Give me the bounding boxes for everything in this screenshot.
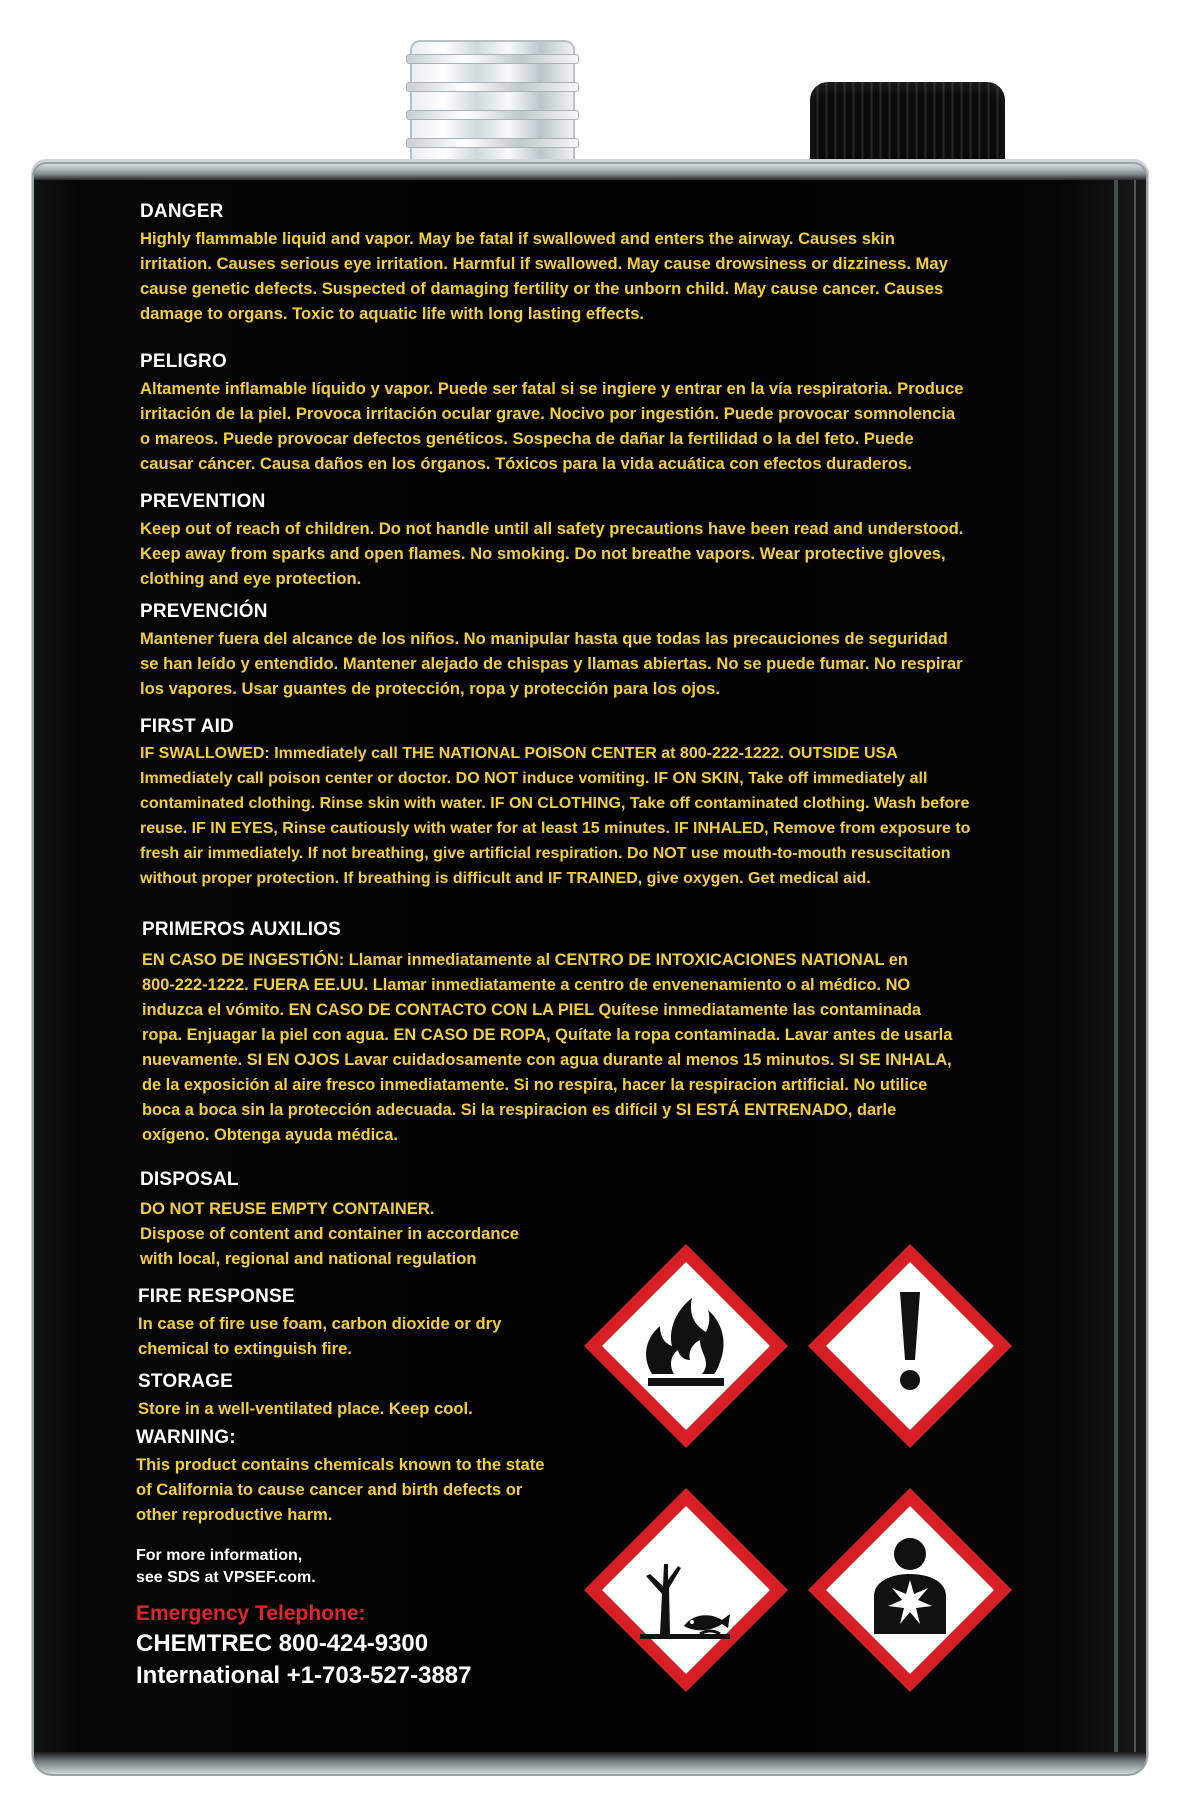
flame-icon (580, 1240, 792, 1452)
emergency-telephone (136, 1600, 616, 1692)
more-information: For more information, see SDS at VPSEF.com. (136, 1547, 316, 1586)
disposal-heading: DISPOSAL (140, 1169, 239, 1190)
warning-heading: WARNING: (136, 1427, 236, 1448)
peligro-text: Altamente inflamable líquido y vapor. Puede ser fatal si se ingiere y entrar en la vía respiratoria. Produce irritación de la piel. Provoca irritación ocular grave. Nocivo por ingestión. Puede provocar somnolencia o mareos. Puede provocar defectos genéticos. Sospecha de dañar la fertilidad o la del feto. Puede causar cáncer. Causa daños en los órganos. Tóxicos para la vida acuática con efectos duraderos. (140, 379, 964, 473)
can-spout (410, 40, 575, 170)
danger-text: Highly flammable liquid and vapor. May be fatal if swallowed and enters the airway. Causes skin irritation. Causes serious eye irritation. Harmful if swallowed. May cause drowsiness or dizziness. May cause genetic defects. Suspected of damaging fertility or the unborn child. May cause cancer. Causes damage to organs. Toxic to aquatic life with long lasting effects. (140, 229, 948, 323)
primeros-auxilios-text: EN CASO DE INGESTIÓN: Llamar inmediatamente al CENTRO DE INTOXICACIONES NATIONAL en 800-222-1222. FUERA EE.UU. Llamar inmediatamente a centro de envenenamiento o al médico. NO induzca el vómito. EN CASO DE CONTACTO CON LA PIEL Quítese inmediatamente las contaminada ropa. Enjuagar la piel con agua. EN CASO DE ROPA, Quítate la ropa contaminada. Lavar antes de usarla nuevamente. SI EN OJOS Lavar cuidadosamente con agua durante al menos 15 minutos. SI SE INHALA, de la exposición al aire fresco inmediatamente. Si no respira, hacer la respiracion artificial. No utilice boca a boca sin la protección adecuada. Si la respiracion es difícil y SI ESTÁ ENTRENADO, darle oxígeno. Obtenga ayuda médica. (142, 951, 953, 1144)
can-bottom-rim (34, 1752, 1146, 1774)
chemtrec-number: CHEMTREC 800-424-9300 (136, 1630, 429, 1657)
primeros-auxilios-heading: PRIMEROS AUXILIOS (142, 919, 342, 940)
disposal-text: DO NOT REUSE EMPTY CONTAINER. Dispose of content and container in accordance with local, regional and national regulation (140, 1199, 519, 1268)
environment-icon (580, 1484, 792, 1696)
prevencion-section (140, 600, 1040, 701)
prevencion-text: Mantener fuera del alcance de los niños. No manipular hasta que todas las precauciones de seguridad se han leído y entendido. Mantener alejado de chispas y llamas abiertas. No se puede fumar. No respirar los vapores. Usar guantes de protección, ropa y protección para los ojos. (140, 629, 963, 698)
health-hazard-icon (804, 1484, 1016, 1696)
exclamation-mark-icon (804, 1240, 1016, 1452)
primeros-auxilios-section (142, 918, 1042, 1148)
can-side-seam (1114, 180, 1118, 1752)
peligro-section (140, 350, 1040, 476)
fire-response-heading: FIRE RESPONSE (138, 1286, 295, 1307)
can-cap (810, 82, 1005, 174)
first-aid-text: IF SWALLOWED: Immediately call THE NATIONAL POISON CENTER at 800-222-1222. OUTSIDE USA Immediately call poison center or doctor. DO NOT induce vomiting. IF ON SKIN, Take off immediately all contaminated clothing. Rinse skin with water. IF ON CLOTHING, Take off contaminated clothing. Wash before reuse. IF IN EYES, Rinse cautiously with water for at least 15 minutes. IF INHALED, Remove from exposure to fresh air immediately. If not breathing, give artificial respiration. Do NOT use mouth-to-mouth resuscitation without proper protection. If breathing is difficult and IF TRAINED, give oxygen. Get medical aid. (140, 745, 971, 887)
storage-text: Store in a well-ventilated place. Keep cool. (138, 1399, 473, 1418)
danger-section (140, 200, 1040, 326)
danger-heading: DANGER (140, 201, 224, 222)
emergency-title: Emergency Telephone: (136, 1602, 366, 1625)
can-top-rim (34, 164, 1146, 180)
international-number: International +1-703-527-3887 (136, 1662, 472, 1689)
can-side-seam (1134, 180, 1136, 1752)
warning-section (136, 1426, 606, 1527)
prevention-text: Keep out of reach of children. Do not handle until all safety precautions have been read and understood. Keep away from sparks and open flames. No smoking. Do not breathe vapors. Wear protective gloves, clothing and eye protection. (140, 519, 964, 588)
storage-section (138, 1370, 578, 1421)
prevention-section (140, 490, 1040, 591)
first-aid-heading: FIRST AID (140, 716, 234, 737)
peligro-heading: PELIGRO (140, 351, 227, 372)
prevention-heading: PREVENTION (140, 491, 266, 512)
storage-heading: STORAGE (138, 1371, 234, 1392)
fire-response-text: In case of fire use foam, carbon dioxide or dry chemical to extinguish fire. (138, 1314, 502, 1358)
fire-response-section (138, 1285, 578, 1361)
warning-text: This product contains chemicals known to the state of California to cause cancer and birth defects or other reproductive harm. (136, 1455, 545, 1524)
first-aid-section (140, 715, 1040, 891)
prevencion-heading: PREVENCIÓN (140, 601, 268, 622)
disposal-section (140, 1168, 580, 1271)
